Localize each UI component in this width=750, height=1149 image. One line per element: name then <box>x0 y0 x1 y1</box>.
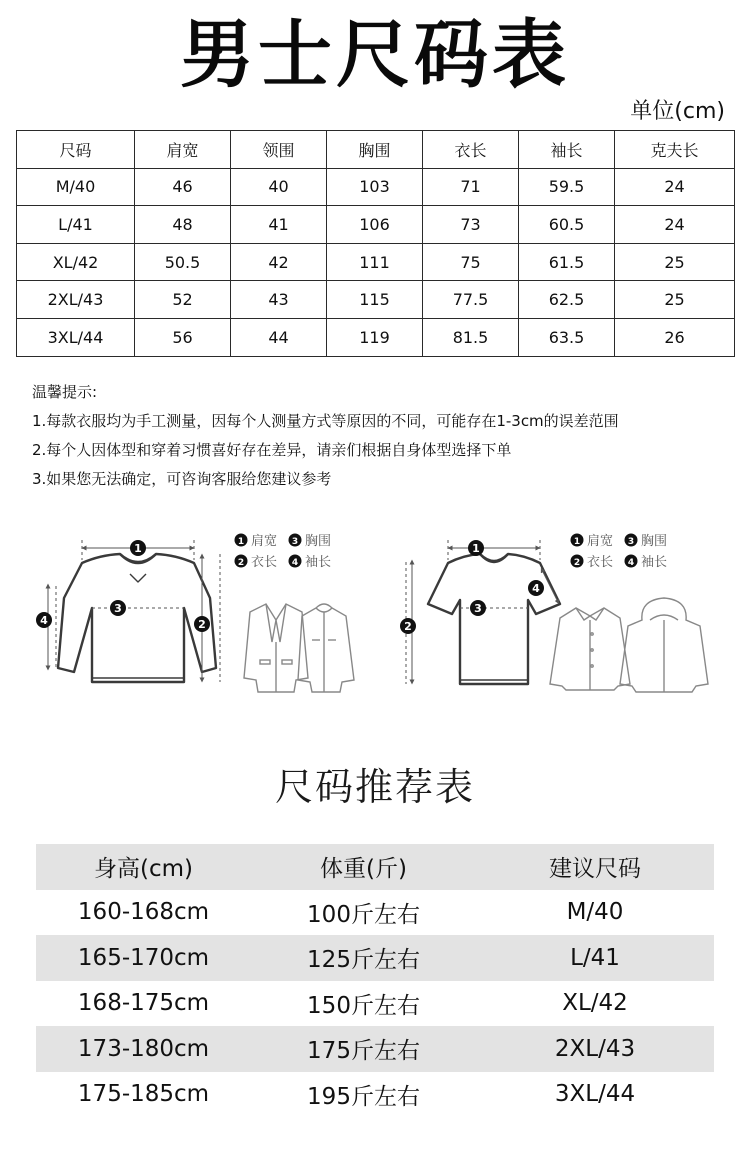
table-row <box>17 206 735 244</box>
table-cell: 106 <box>327 206 423 244</box>
marker-4 <box>36 612 52 628</box>
table-cell: 26 <box>615 318 735 356</box>
table-cell: 62.5 <box>519 281 615 319</box>
header-cell: 领围 <box>231 131 327 169</box>
tips-line: 3.如果您无法确定，可咨询客服给您建议参考 <box>32 470 332 488</box>
legend-left <box>235 534 332 571</box>
table-cell: 119 <box>327 318 423 356</box>
header-cell: 衣长 <box>423 131 519 169</box>
svg-text:1: 1 <box>134 542 142 555</box>
table-cell: 63.5 <box>519 318 615 356</box>
svg-text:2: 2 <box>198 618 206 631</box>
page-title: 男士尺码表 <box>180 12 570 98</box>
marker-2 <box>400 618 416 634</box>
svg-text:肩宽: 肩宽 <box>587 534 614 549</box>
table-row <box>17 168 735 206</box>
table-cell: 25 <box>615 281 735 319</box>
header-cell: 胸围 <box>327 131 423 169</box>
table-cell: 42 <box>231 243 327 281</box>
svg-text:2: 2 <box>404 620 412 633</box>
table-cell: 61.5 <box>519 243 615 281</box>
table-cell: 175斤左右 <box>307 1038 420 1065</box>
svg-text:1: 1 <box>573 537 581 547</box>
svg-text:3: 3 <box>291 537 299 547</box>
svg-text:胸围: 胸围 <box>641 534 668 549</box>
table-cell: 111 <box>327 243 423 281</box>
table-row <box>36 1026 714 1072</box>
svg-text:4: 4 <box>627 558 635 568</box>
size-table <box>16 130 735 357</box>
tips-block <box>32 378 619 494</box>
table-cell: 50.5 <box>135 243 231 281</box>
table-cell: 48 <box>135 206 231 244</box>
svg-text:4: 4 <box>532 582 540 595</box>
svg-text:3: 3 <box>114 602 122 615</box>
table-cell: XL/42 <box>562 990 628 1017</box>
table-cell: M/40 <box>566 899 624 926</box>
svg-text:1: 1 <box>472 542 480 555</box>
table-cell: 3XL/44 <box>554 1081 636 1108</box>
table-cell: 41 <box>231 206 327 244</box>
header-cell: 肩宽 <box>135 131 231 169</box>
table-row <box>17 243 735 281</box>
table-cell: 115 <box>327 281 423 319</box>
marker-1 <box>468 540 484 556</box>
table-cell: L/41 <box>570 944 620 971</box>
tshirt-icon <box>428 554 560 684</box>
table-cell: 59.5 <box>519 168 615 206</box>
header-cell: 身高(cm) <box>94 856 193 883</box>
shirt-icon <box>550 608 630 690</box>
marker-3 <box>470 600 486 616</box>
table-cell: 46 <box>135 168 231 206</box>
sweater-icon <box>58 554 216 682</box>
table-cell: 52 <box>135 281 231 319</box>
table-row <box>17 318 735 356</box>
table-cell: 3XL/44 <box>17 318 135 356</box>
table-cell: 81.5 <box>423 318 519 356</box>
svg-text:袖长: 袖长 <box>641 555 668 570</box>
recommend-header <box>36 844 714 890</box>
legend-right <box>571 534 668 571</box>
table-cell: 100斤左右 <box>307 901 420 928</box>
recommend-title: 尺码推荐表 <box>274 765 475 809</box>
hoodie-icon <box>620 598 708 692</box>
table-cell: 73 <box>423 206 519 244</box>
tips-line: 1.每款衣服均为手工测量，因每个人测量方式等原因的不同，可能存在1-3cm的误差范围 <box>32 412 619 430</box>
svg-text:1: 1 <box>237 537 245 547</box>
svg-text:4: 4 <box>291 558 299 568</box>
table-cell: 24 <box>615 206 735 244</box>
marker-1 <box>130 540 146 556</box>
svg-text:胸围: 胸围 <box>305 534 332 549</box>
table-cell: 160-168cm <box>77 899 210 926</box>
table-cell: L/41 <box>17 206 135 244</box>
marker-2 <box>194 616 210 632</box>
table-row <box>36 935 714 981</box>
header-cell: 建议尺码 <box>549 856 641 883</box>
tips-line: 2.每个人因体型和穿着习惯喜好存在差异，请亲们根据自身体型选择下单 <box>32 441 512 459</box>
table-cell: 77.5 <box>423 281 519 319</box>
table-cell: 103 <box>327 168 423 206</box>
table-row <box>36 890 714 936</box>
marker-4 <box>528 580 544 596</box>
measurement-illustration <box>20 520 730 700</box>
table-cell: 60.5 <box>519 206 615 244</box>
table-cell: 75 <box>423 243 519 281</box>
table-cell: 125斤左右 <box>307 947 420 974</box>
svg-text:4: 4 <box>40 614 48 627</box>
table-cell: 24 <box>615 168 735 206</box>
table-row <box>36 981 714 1027</box>
table-cell: 165-170cm <box>77 944 210 971</box>
svg-text:衣长: 衣长 <box>587 555 614 570</box>
svg-text:衣长: 衣长 <box>251 555 278 570</box>
table-cell: M/40 <box>17 168 135 206</box>
table-cell: XL/42 <box>17 243 135 281</box>
table-cell: 173-180cm <box>77 1035 210 1062</box>
table-cell: 25 <box>615 243 735 281</box>
table-cell: 195斤左右 <box>307 1083 420 1110</box>
svg-text:3: 3 <box>474 602 482 615</box>
header-cell: 袖长 <box>519 131 615 169</box>
tips-heading: 温馨提示: <box>32 383 98 401</box>
table-cell: 40 <box>231 168 327 206</box>
svg-text:袖长: 袖长 <box>305 555 332 570</box>
table-cell: 150斤左右 <box>307 992 420 1019</box>
svg-text:3: 3 <box>627 537 635 547</box>
table-row <box>17 281 735 319</box>
size-table-header <box>17 131 735 169</box>
svg-text:2: 2 <box>573 558 581 568</box>
table-cell: 2XL/43 <box>554 1035 636 1062</box>
unit-label: 单位(cm) <box>630 99 725 124</box>
header-cell: 克夫长 <box>615 131 735 169</box>
recommend-table <box>36 844 714 1117</box>
table-row <box>36 1072 714 1118</box>
svg-text:肩宽: 肩宽 <box>251 534 278 549</box>
table-cell: 168-175cm <box>77 990 210 1017</box>
svg-text:2: 2 <box>237 558 245 568</box>
table-cell: 175-185cm <box>77 1081 210 1108</box>
table-cell: 71 <box>423 168 519 206</box>
table-cell: 56 <box>135 318 231 356</box>
marker-3 <box>110 600 126 616</box>
header-cell: 尺码 <box>17 131 135 169</box>
table-cell: 43 <box>231 281 327 319</box>
table-cell: 2XL/43 <box>17 281 135 319</box>
header-cell: 体重(斤) <box>320 856 407 883</box>
table-cell: 44 <box>231 318 327 356</box>
